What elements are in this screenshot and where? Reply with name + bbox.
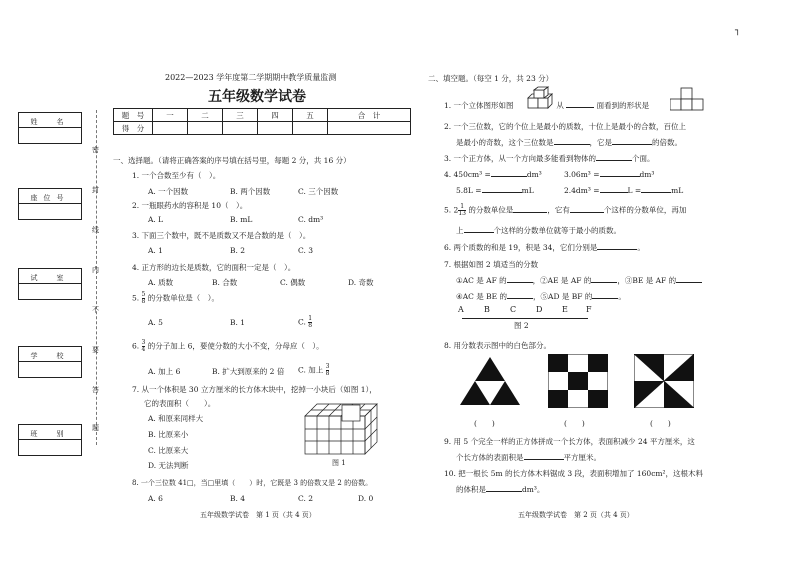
answer-blank[interactable]	[507, 298, 533, 299]
denominator: 13	[458, 210, 466, 217]
question-text: ，③BE 是 AF 的	[617, 276, 677, 285]
denominator: 8	[308, 322, 313, 329]
footer-page-1: 五年级数学试卷 第 1 页（共 4 页）	[200, 511, 316, 519]
question-2-4d	[564, 186, 683, 195]
option-b[interactable]: B. 4	[230, 494, 246, 503]
option-a[interactable]: A. 6	[148, 494, 163, 503]
question-text: 个这样的分数单位就等于最小的质数。	[493, 226, 621, 235]
answer-blank[interactable]	[524, 459, 564, 460]
answer-blank[interactable]	[554, 144, 590, 145]
answer-blank[interactable]	[486, 491, 522, 492]
answer-blank[interactable]	[612, 144, 652, 145]
question-number: 6.	[132, 341, 140, 351]
question-text: 1. 一个立体图形如图	[444, 101, 514, 110]
score-table-header-row	[114, 109, 411, 122]
denominator: 4	[141, 346, 146, 353]
score-table-cell: 五	[293, 109, 328, 122]
seal-char: 不	[92, 306, 99, 314]
score-table-cell: 一	[153, 109, 188, 122]
seal-char: 题	[92, 424, 99, 432]
option-a[interactable]: A. 5	[148, 318, 163, 327]
question-1-7-line2: 它的表面积（ ）。	[144, 399, 216, 408]
question-2-7-row2	[456, 291, 626, 302]
page-title: 五年级数学试卷	[208, 89, 306, 105]
score-table-cell: 四	[258, 109, 293, 122]
divider	[19, 127, 81, 128]
numerator: 5	[141, 291, 146, 298]
point-label: E	[562, 305, 568, 314]
footer-page-2: 五年级数学试卷 第 2 页（共 4 页）	[518, 511, 634, 519]
question-text: 从	[556, 101, 564, 110]
question-2-10: 10. 把一根长 5m 的长方体木料锯成 3 段，表面积增加了 160cm²，这根木料	[444, 469, 704, 478]
seal-char: 要	[92, 346, 99, 354]
answer-blank[interactable]	[591, 282, 617, 283]
question-2-4c	[456, 186, 534, 195]
score-table-cell: 合 计	[328, 109, 411, 122]
question-1-2: 2. 一瓶眼药水的容积是 10（ ）。	[132, 201, 248, 210]
point-label: A	[458, 305, 464, 314]
option-b[interactable]: B. 比原来小	[148, 430, 189, 439]
name-field[interactable]	[18, 112, 82, 144]
score-table-score-row	[114, 122, 411, 135]
unit: dm³	[526, 170, 542, 179]
divider	[19, 361, 81, 362]
answer-blank[interactable]	[570, 212, 604, 213]
figure-2-label: 图 2	[514, 321, 529, 330]
question-text: 个长方体的表面积是	[456, 453, 524, 462]
option-c[interactable]: C. 偶数	[280, 278, 306, 287]
point-label: D	[536, 305, 543, 314]
question-text: 是最小的奇数，这个三位数是	[456, 138, 554, 147]
question-2-2-line2	[456, 137, 682, 148]
question-text: 上	[456, 226, 464, 235]
question-2-7: 7. 根据如图 2 填适当的分数	[444, 260, 539, 269]
option-a[interactable]: A. 1	[148, 246, 163, 255]
answer-blank[interactable]	[597, 249, 637, 250]
question-text: 的倍数。	[652, 138, 682, 147]
option-c-label: C. 加上	[298, 365, 324, 375]
question-text: 的分数单位是	[468, 205, 514, 215]
answer-blank[interactable]	[566, 107, 594, 108]
option-c[interactable]: C. dm³	[298, 215, 324, 224]
answer-blank[interactable]	[600, 192, 628, 193]
fraction	[326, 364, 330, 377]
score-table	[113, 108, 411, 135]
section1-heading: 一、选择题。（请将正确答案的序号填在括号里，每题 2 分，共 16 分）	[113, 156, 351, 165]
whole-number: 2	[453, 205, 459, 215]
point-label: B	[484, 305, 490, 314]
seal-char: 封	[92, 186, 99, 194]
fraction	[308, 316, 312, 329]
question-text: 的分数单位是（ ）。	[147, 293, 220, 303]
fraction	[142, 340, 146, 353]
score-input-cell[interactable]	[293, 122, 328, 135]
option-c[interactable]: C. 2	[298, 494, 314, 503]
option-c[interactable]: C. 三个因数	[298, 187, 339, 196]
question-text: dm³。	[522, 485, 545, 494]
answer-blank[interactable]	[592, 298, 618, 299]
question-text: L =	[627, 186, 642, 195]
solid-figure-icon	[526, 86, 562, 110]
question-text: 5.8L =	[456, 186, 482, 195]
question-2-7-row1	[456, 275, 702, 286]
answer-paren[interactable]: ( )	[650, 419, 671, 428]
exam-room-field[interactable]	[18, 268, 82, 300]
checker-square-figure	[548, 354, 608, 408]
divider	[19, 439, 81, 440]
question-2-4a	[444, 170, 542, 179]
question-2-2: 2. 一个三位数，它的个位上是最小的质数，十位上是最小的合数，百位上	[444, 122, 687, 131]
option-c[interactable]	[298, 364, 329, 377]
question-2-4b	[564, 170, 654, 179]
unit: mL	[671, 186, 684, 195]
score-input-cell[interactable]	[223, 122, 258, 135]
question-text: ，⑤AD 是 BF 的	[533, 292, 593, 301]
question-number: 5.	[444, 205, 452, 215]
question-text: 2.4dm³ =	[564, 186, 600, 195]
question-text: 6. 两个质数的和是 19，积是 34，它们分别是	[444, 243, 598, 252]
answer-blank[interactable]	[464, 232, 494, 233]
seal-char: 内	[92, 266, 99, 274]
answer-paren[interactable]: ( )	[564, 419, 585, 428]
pinwheel-square-figure	[634, 354, 694, 408]
question-text: 3.06m³ =	[564, 170, 600, 179]
class-field[interactable]	[18, 424, 82, 456]
question-number: 5.	[132, 293, 140, 303]
question-2-10-line2	[456, 484, 544, 495]
corner-mark: ┐	[735, 26, 741, 36]
question-2-5	[444, 204, 686, 217]
question-text: ，它是	[589, 138, 612, 147]
question-text: 平方厘米。	[563, 453, 601, 462]
question-1-7: 7. 从一个体积是 30 立方厘米的长方体木块中，挖掉一小块后（如图 1），	[132, 385, 377, 394]
question-2-9: 9. 用 5 个完全一样的正方体拼成一个长方体，表面积减少 24 平方厘米，这	[444, 437, 695, 446]
option-a[interactable]: A. 一个因数	[148, 187, 189, 196]
denominator: 8	[325, 370, 330, 377]
view-shape-icon	[670, 86, 706, 112]
unit: mL	[521, 186, 534, 195]
question-1-6	[132, 340, 324, 353]
question-text: 个面。	[632, 154, 655, 163]
question-text: 面看到的形状是	[596, 101, 650, 110]
question-text: 4. 450cm³ =	[444, 170, 491, 179]
option-a[interactable]: A. L	[148, 215, 164, 224]
answer-blank[interactable]	[491, 176, 527, 177]
answer-blank[interactable]	[676, 282, 702, 283]
question-text: ，它有	[547, 205, 570, 215]
option-b[interactable]: B. 合数	[212, 278, 238, 287]
question-text: 的体积是	[456, 485, 486, 494]
answer-blank[interactable]	[596, 160, 632, 161]
name-field-label: 姓 名	[30, 118, 70, 126]
question-text: 。	[618, 292, 626, 301]
numerator: 3	[325, 363, 330, 370]
question-2-3	[444, 153, 655, 164]
fraction	[458, 204, 466, 217]
seat-number-label: 座位号	[30, 194, 70, 202]
figure-1-cuboid	[300, 398, 380, 458]
question-2-8: 8. 用分数表示图中的白色部分。	[444, 341, 552, 350]
answer-blank[interactable]	[600, 176, 640, 177]
score-input-cell[interactable]	[258, 122, 293, 135]
question-1-8: 8. 一个三位数 41□，当□里填（ ）时，它既是 3 的倍数又是 2 的倍数。	[132, 479, 373, 487]
seal-char: 密	[92, 146, 99, 154]
point-label: C	[510, 305, 517, 314]
point-label: F	[586, 305, 592, 314]
segment-line	[462, 318, 588, 319]
school-field[interactable]	[18, 346, 82, 378]
option-b[interactable]: B. mL	[230, 215, 253, 224]
question-text: 的分子加上 6，要使分数的大小不变，分母应（ ）。	[147, 341, 324, 351]
option-b[interactable]: B. 2	[230, 246, 246, 255]
score-input-cell[interactable]	[153, 122, 188, 135]
divider	[19, 203, 81, 204]
triangle-figure	[458, 355, 522, 407]
school-year-line: 2022—2023 学年度第二学期期中教学质量监测	[165, 73, 337, 82]
option-c[interactable]: C. 3	[298, 246, 314, 255]
question-text: 3. 一个正方体，从一个方向最多能看到物体的	[444, 154, 597, 163]
option-c-label: C.	[298, 317, 306, 327]
question-text: 。	[637, 243, 645, 252]
option-b[interactable]: B. 两个因数	[230, 187, 271, 196]
option-c[interactable]	[298, 316, 312, 329]
question-2-5-line2	[456, 225, 621, 236]
question-1-1: 1. 一个合数至少有（ ）。	[132, 171, 221, 180]
numerator: 3	[141, 339, 146, 346]
question-1-3: 3. 下面三个数中，既不是质数又不是合数的是（ ）。	[132, 231, 311, 240]
section2-heading: 二、填空题。（每空 1 分，共 23 分）	[428, 74, 554, 83]
score-table-cell: 二	[188, 109, 223, 122]
question-text: ①AC 是 AF 的	[456, 276, 507, 285]
numerator: 1	[308, 315, 313, 322]
answer-blank[interactable]	[482, 192, 522, 193]
seal-char: 答	[92, 386, 99, 394]
option-a[interactable]: A. 和原来同样大	[148, 414, 204, 423]
option-d[interactable]: D. 无法判断	[148, 461, 189, 470]
score-input-cell[interactable]	[188, 122, 223, 135]
question-text: ④AC 是 BE 的	[456, 292, 508, 301]
score-table-cell: 得 分	[114, 122, 153, 135]
question-1-4: 4. 正方形的边长是质数，它的面积一定是（ ）。	[132, 263, 296, 272]
score-table-cell: 三	[223, 109, 258, 122]
divider	[19, 283, 81, 284]
answer-blank[interactable]	[507, 282, 533, 283]
question-1-5	[132, 292, 219, 305]
answer-blank[interactable]	[641, 192, 671, 193]
option-c[interactable]: C. 比原来大	[148, 446, 189, 455]
figure-1-label: 图 1	[332, 459, 346, 467]
fraction	[142, 292, 146, 305]
answer-paren[interactable]: ( )	[474, 419, 495, 428]
school-label: 学 校	[30, 352, 70, 360]
question-2-6	[444, 242, 645, 253]
seat-number-field[interactable]	[18, 188, 82, 220]
score-table-cell: 题 号	[114, 109, 153, 122]
class-label: 班 别	[30, 430, 70, 438]
option-b[interactable]: B. 扩大到原来的 2 倍	[212, 367, 285, 376]
option-b[interactable]: B. 1	[230, 318, 246, 327]
option-d[interactable]: D. 奇数	[348, 278, 374, 287]
question-text: 个这样的分数单位，再加	[603, 205, 687, 215]
option-a[interactable]: A. 质数	[148, 278, 174, 287]
question-2-9-line2	[456, 452, 601, 463]
option-d[interactable]: D. 0	[358, 494, 374, 503]
seal-char: 线	[92, 226, 99, 234]
answer-blank[interactable]	[513, 212, 547, 213]
denominator: 8	[141, 298, 146, 305]
question-text: ，②AE 是 AF 的	[532, 276, 592, 285]
unit: dm³	[639, 170, 655, 179]
score-input-cell[interactable]	[328, 122, 411, 135]
numerator: 1	[460, 203, 465, 210]
option-a[interactable]: A. 加上 6	[148, 367, 181, 376]
exam-room-label: 试 室	[30, 274, 70, 282]
